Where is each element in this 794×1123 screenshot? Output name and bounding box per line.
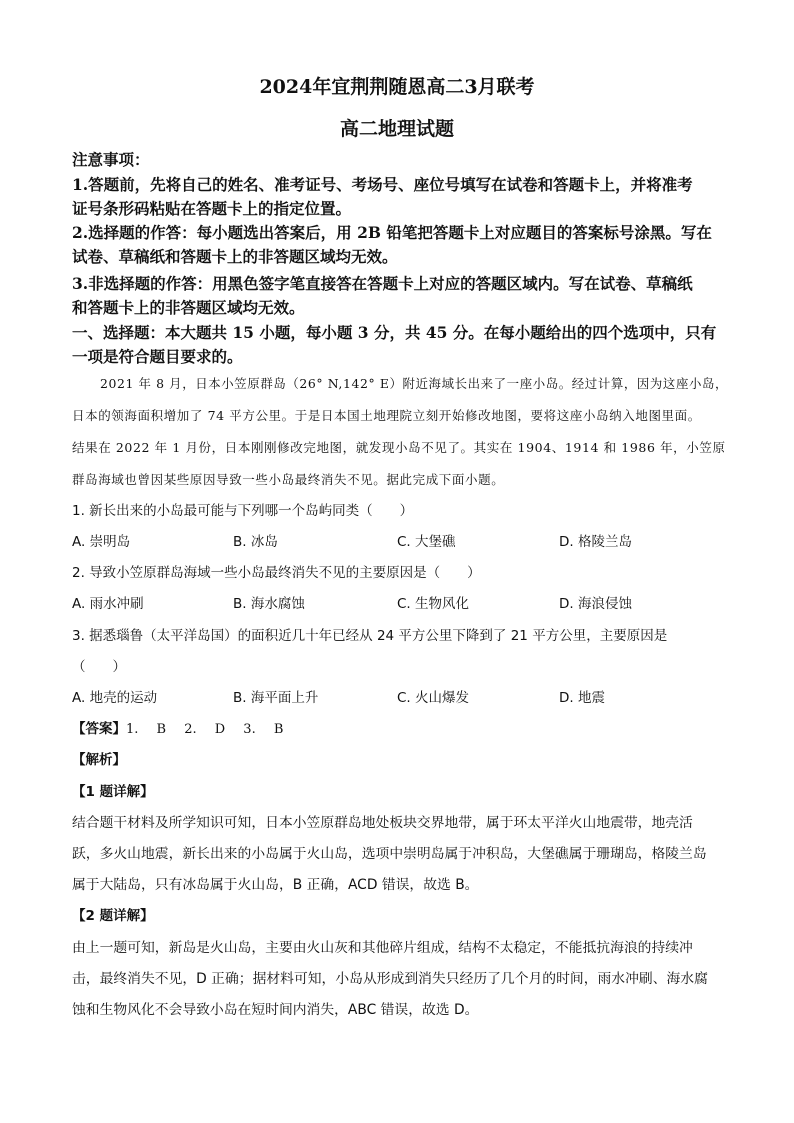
question-1-option-d: D. 格陵兰岛 (559, 534, 632, 550)
q1-analysis-line-2: 跃，多火山地震，新长出来的小岛属于火山岛，选项中崇明岛属于冲积岛，大堡礁属于珊瑚岛，格陵兰岛 (72, 846, 707, 862)
answer-line (72, 717, 283, 737)
passage-line-1: 2021 年 8 月，日本小笠原群岛（26° N,142° E）附近海域长出来了一座小岛。经过计算，因为这座小岛， (100, 376, 729, 391)
passage-line-2: 日本的领海面积增加了 74 平方公里。于是日本国土地理院立刻开始修改地图，要将这座小岛纳入地图里面。 (72, 408, 701, 423)
question-2-option-c: C. 生物风化 (397, 596, 470, 612)
answer-label: 【答案】 (72, 721, 126, 737)
question-2-option-a: A. 雨水冲刷 (72, 596, 144, 612)
passage-line-3: 结果在 2022 年 1 月份，日本刚刚修改完地图，就发现小岛不见了。其实在 1904、1914 和 1986 年，小笠原 (72, 440, 726, 455)
q2-analysis-line-3: 蚀和生物风化不会导致小岛在短时间内消失，ABC 错误，故选 D。 (72, 1002, 479, 1018)
section-heading-line-2: 一项是符合题目要求的。 (72, 347, 243, 366)
exam-title: 2024年宜荆荆随恩高二3月联考 (259, 76, 535, 98)
question-3-option-d: D. 地震 (559, 690, 605, 706)
notice-item-2-line-2: 试卷、草稿纸和答题卡上的非答题区域均无效。 (72, 247, 398, 266)
notice-item-3-line-2: 和答题卡上的非答题区域均无效。 (72, 298, 305, 317)
q1-analysis-line-3: 属于大陆岛，只有冰岛属于火山岛，B 正确，ACD 错误，故选 B。 (72, 877, 479, 893)
notice-item-2-line-1: 2.选择题的作答：每小题选出答案后，用 2B 铅笔把答题卡上对应题目的答案标号涂黑。写在 (72, 223, 712, 242)
q2-analysis-line-2: 击，最终消失不见，D 正确；据材料可知，小岛从形成到消失只经历了几个月的时间，雨水冲刷、海水腐 (72, 971, 708, 987)
question-2-stem: 2. 导致小笠原群岛海域一些小岛最终消失不见的主要原因是（ ） (72, 565, 481, 581)
answer-values: 1. B 2. D 3. B (126, 722, 284, 737)
q2-analysis-line-1: 由上一题可知，新岛是火山岛，主要由火山灰和其他碎片组成，结构不太稳定，不能抵抗海浪的持续冲 (72, 940, 693, 956)
question-1-stem: 1. 新长出来的小岛最可能与下列哪一个岛屿同类（ ） (72, 503, 414, 519)
q1-analysis-label: 【1 题详解】 (72, 784, 154, 800)
analysis-label: 【解析】 (72, 752, 126, 768)
subject-title: 高二地理试题 (339, 118, 454, 140)
section-heading-line-1: 一、选择题：本大题共 15 小题，每小题 3 分，共 45 分。在每小题给出的四个选项中，只有 (72, 323, 717, 342)
notice-heading: 注意事项： (72, 150, 150, 169)
question-3-option-b: B. 海平面上升 (233, 690, 319, 706)
q2-analysis-label: 【2 题详解】 (72, 908, 154, 924)
question-3-option-a: A. 地壳的运动 (72, 690, 158, 706)
question-2-option-b: B. 海水腐蚀 (233, 596, 305, 612)
question-3-stem-continued: （ ） (72, 659, 126, 675)
question-2-option-d: D. 海浪侵蚀 (559, 596, 632, 612)
notice-item-1-line-2: 证号条形码粘贴在答题卡上的指定位置。 (72, 199, 352, 218)
question-1-option-b: B. 冰岛 (233, 534, 278, 550)
notice-item-3-line-1: 3.非选择题的作答：用黑色签字笔直接答在答题卡上对应的答题区域内。写在试卷、草稿纸 (72, 274, 693, 293)
question-1-option-a: A. 崇明岛 (72, 534, 131, 550)
passage-line-4: 群岛海域也曾因某些原因导致一些小岛最终消失不见。据此完成下面小题。 (72, 472, 505, 487)
notice-item-1-line-1: 1.答题前，先将自己的姓名、准考证号、考场号、座位号填写在试卷和答题卡上，并将准考 (72, 175, 693, 194)
q1-analysis-line-1: 结合题干材料及所学知识可知，日本小笠原群岛地处板块交界地带，属于环太平洋火山地震带，地壳活 (72, 815, 693, 831)
question-3-option-c: C. 火山爆发 (397, 690, 470, 706)
question-1-option-c: C. 大堡礁 (397, 534, 456, 550)
question-3-stem: 3. 据悉瑙鲁（太平洋岛国）的面积近几十年已经从 24 平方公里下降到了 21 平方公里，主要原因是 (72, 628, 668, 644)
